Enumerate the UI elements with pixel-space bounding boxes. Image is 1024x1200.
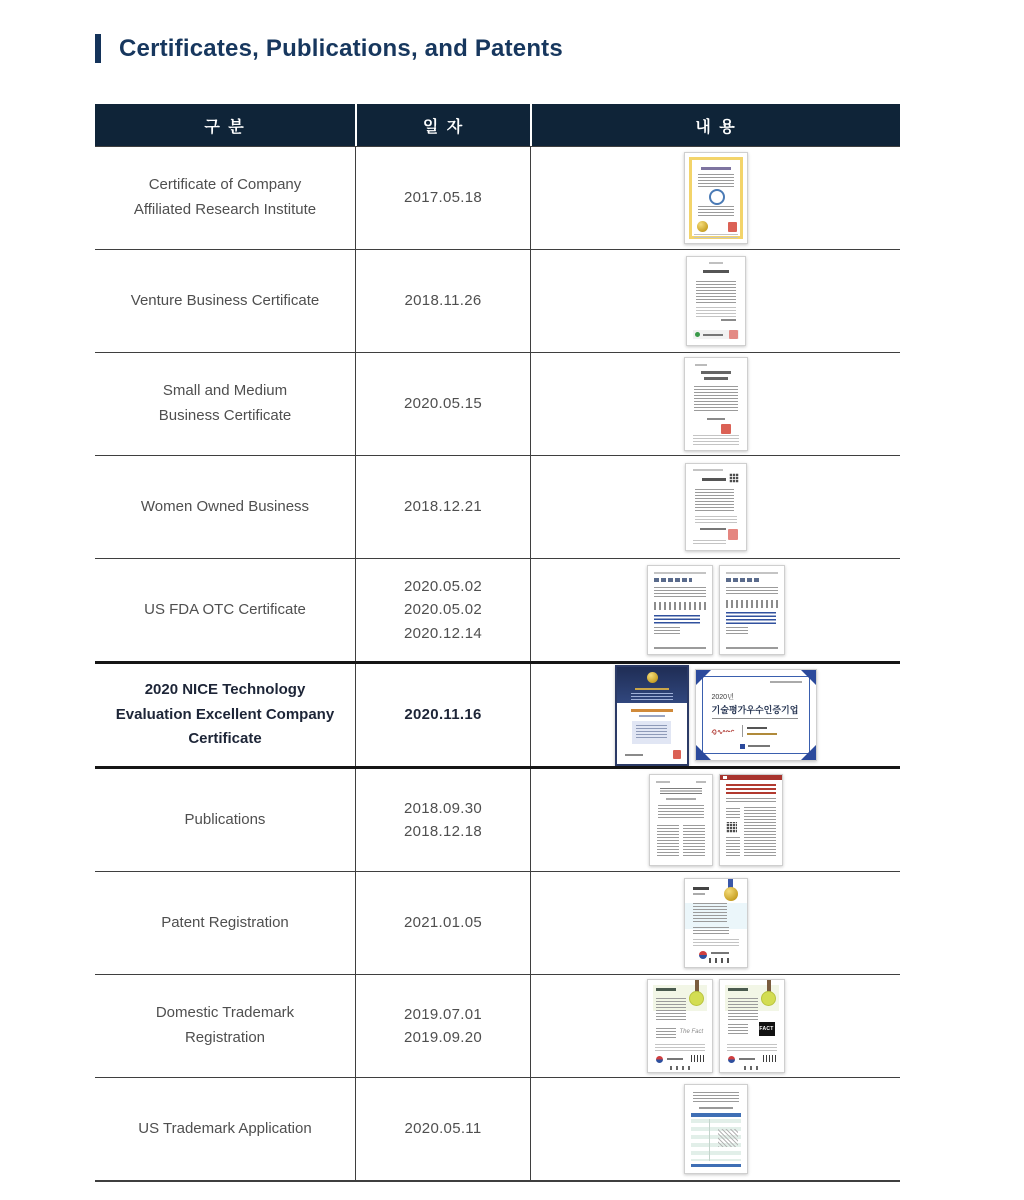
us-trademark-application-document-thumbnail xyxy=(684,1084,748,1174)
row-date-cell xyxy=(355,353,530,455)
row-date-cell xyxy=(355,975,530,1077)
category-line: Certificate xyxy=(188,730,262,748)
page-title-block xyxy=(95,34,563,63)
patent-certificate-thumbnail xyxy=(684,878,748,968)
gold-medal xyxy=(724,887,738,901)
korea-government-emblem xyxy=(656,1056,663,1063)
row-category-cell xyxy=(95,664,355,766)
row-date-cell xyxy=(355,559,530,661)
article-title xyxy=(660,788,702,794)
korea-government-emblem xyxy=(728,1056,735,1063)
date-line: 2020.11.16 xyxy=(404,706,482,724)
date-line: 2018.12.18 xyxy=(403,823,483,840)
corner-ornament xyxy=(801,670,816,685)
emblem-circle xyxy=(709,189,725,205)
date-line: 2021.01.05 xyxy=(403,914,483,932)
category-line: Patent Registration xyxy=(161,913,289,931)
nice-year-label: 2020년 xyxy=(711,694,734,701)
table-row-highlighted xyxy=(95,661,900,766)
row-category-cell xyxy=(95,1078,355,1180)
category-line: Small and Medium xyxy=(162,382,288,400)
nice-certificate-title: 기술평가우수인증기업 xyxy=(712,703,799,719)
green-medal xyxy=(761,991,776,1006)
trademark-text-the-fact: The Fact xyxy=(679,1029,704,1035)
row-category-cell xyxy=(95,872,355,974)
company-affiliated-research-institute-certificate-thumbnail xyxy=(684,152,748,244)
row-date-cell xyxy=(355,250,530,352)
table-row xyxy=(95,1077,900,1180)
category-line: US FDA OTC Certificate xyxy=(144,600,306,618)
category-line: 2020 NICE Technology xyxy=(144,680,306,698)
trademark-title-line xyxy=(728,988,748,991)
nice-certificate-landscape-thumbnail xyxy=(695,669,817,761)
row-category-cell xyxy=(95,147,355,249)
table-row xyxy=(95,766,900,871)
row-content-cell xyxy=(530,975,900,1077)
header-category: 구 분 xyxy=(204,118,246,136)
row-category-cell xyxy=(95,769,355,871)
table-row xyxy=(95,974,900,1077)
table-row xyxy=(95,558,900,661)
gold-medal xyxy=(647,672,658,683)
category-line: Domestic Trademark xyxy=(155,1004,295,1022)
document-header-bar xyxy=(691,1113,741,1117)
category-line: Evaluation Excellent Company xyxy=(115,705,335,723)
text-column xyxy=(744,807,776,857)
women-owned-business-certificate-thumbnail xyxy=(685,463,747,551)
green-medal xyxy=(689,991,704,1006)
table-header-row xyxy=(95,104,900,146)
issuer-logo xyxy=(740,744,745,749)
highlighted-text xyxy=(726,612,776,624)
row-category-cell xyxy=(95,559,355,661)
category-line: Venture Business Certificate xyxy=(130,291,320,309)
row-date-cell xyxy=(355,872,530,974)
trademark-title-line xyxy=(656,988,676,991)
row-category-cell xyxy=(95,250,355,352)
table-row xyxy=(95,352,900,455)
corner-ornament xyxy=(801,745,816,760)
category-line: Women Owned Business xyxy=(140,497,310,515)
row-content-cell xyxy=(530,250,900,352)
korea-government-emblem xyxy=(699,951,707,959)
category-line: Certificate of Company xyxy=(148,176,302,194)
date-line: 2020.05.15 xyxy=(403,395,483,413)
row-content-cell xyxy=(530,769,900,871)
category-line: Registration xyxy=(184,1029,266,1046)
date-line: 2020.05.02 xyxy=(403,578,483,596)
date-line: 2017.05.18 xyxy=(403,189,483,207)
row-content-cell xyxy=(530,664,900,766)
certificate-title-line xyxy=(631,709,673,712)
row-date-cell xyxy=(355,769,530,871)
barcode xyxy=(763,1055,777,1062)
row-content-cell xyxy=(530,872,900,974)
row-category-cell xyxy=(95,456,355,558)
category-line: US Trademark Application xyxy=(138,1119,312,1137)
category-line: Affiliated Research Institute xyxy=(133,201,317,218)
journal-article-page-1-thumbnail xyxy=(649,774,713,866)
certificate-title-line xyxy=(701,371,731,374)
row-content-cell xyxy=(530,1078,900,1180)
red-stamp xyxy=(673,750,681,759)
category-line: Publications xyxy=(184,810,266,828)
row-date-cell xyxy=(355,147,530,249)
table-row xyxy=(95,455,900,558)
fact-logo-black-box: FACT xyxy=(759,1022,775,1036)
row-category-cell xyxy=(95,353,355,455)
small-medium-business-certificate-thumbnail xyxy=(684,357,748,451)
certificate-title-line xyxy=(702,478,726,481)
row-content-cell xyxy=(530,147,900,249)
patent-title-line xyxy=(693,887,709,890)
corner-ornament xyxy=(696,745,711,760)
journal-banner xyxy=(720,775,782,780)
red-stamp xyxy=(728,529,738,540)
table-row xyxy=(95,146,900,249)
date-line: 2019.07.01 xyxy=(403,1005,483,1023)
row-date-cell xyxy=(355,1078,530,1180)
date-line: 2018.12.21 xyxy=(403,498,483,516)
nice-certificate-portrait-thumbnail xyxy=(615,665,689,766)
certificates-table xyxy=(95,104,900,1182)
qr-code xyxy=(726,822,737,833)
date-line: 2019.09.20 xyxy=(403,1029,483,1046)
journal-article-page-2-thumbnail xyxy=(719,774,783,866)
table-row xyxy=(95,249,900,352)
page-title: Certificates, Publications, and Patents xyxy=(119,34,563,62)
fda-otc-listing-page-1-thumbnail xyxy=(647,565,713,655)
company-script-logo xyxy=(710,727,736,736)
text-column xyxy=(657,825,679,857)
certificate-title-line xyxy=(703,270,729,273)
venture-business-certificate-thumbnail xyxy=(686,256,746,346)
fda-otc-listing-page-2-thumbnail xyxy=(719,565,785,655)
article-title-red xyxy=(726,784,776,795)
barcode xyxy=(691,1055,705,1062)
date-line: 2020.05.02 xyxy=(403,601,483,619)
date-line: 2020.12.14 xyxy=(403,624,483,642)
gold-seal xyxy=(697,221,708,232)
header-content: 내 용 xyxy=(530,104,900,146)
red-stamp xyxy=(721,424,731,434)
header-date: 일 자 xyxy=(355,104,530,146)
row-date-cell xyxy=(355,456,530,558)
table-row xyxy=(95,871,900,974)
trademark-certificate-the-fact-thumbnail xyxy=(647,979,713,1073)
row-category-cell xyxy=(95,975,355,1077)
row-content-cell xyxy=(530,456,900,558)
red-stamp xyxy=(729,330,738,339)
date-line: 2018.11.26 xyxy=(404,292,482,310)
category-line: Business Certificate xyxy=(158,407,292,424)
date-line: 2018.09.30 xyxy=(403,799,483,817)
text-column xyxy=(683,825,705,857)
red-stamp xyxy=(728,222,737,232)
highlighted-text xyxy=(654,615,700,624)
qr-code xyxy=(729,473,739,483)
row-content-cell xyxy=(530,559,900,661)
logo-dot xyxy=(695,332,700,337)
date-line: 2020.05.11 xyxy=(404,1120,482,1138)
signature-scribble xyxy=(718,1129,738,1147)
corner-ornament xyxy=(696,670,711,685)
row-date-cell xyxy=(355,664,530,766)
trademark-certificate-fact-logo-thumbnail xyxy=(719,979,785,1073)
title-accent-bar xyxy=(95,34,101,63)
row-content-cell xyxy=(530,353,900,455)
